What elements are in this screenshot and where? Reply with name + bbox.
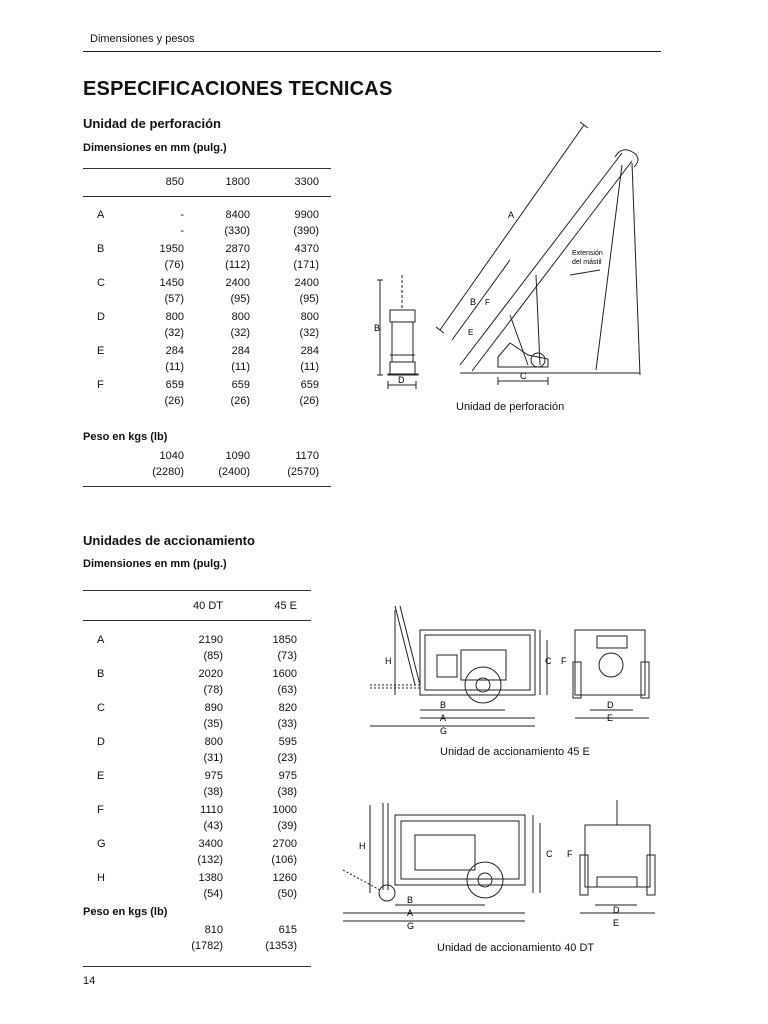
row-letter: E	[97, 345, 105, 357]
cell-inch: (132)	[197, 854, 223, 866]
cell-inch: (11)	[231, 361, 250, 373]
row-letter: D	[97, 311, 105, 323]
row-letter: H	[97, 872, 105, 884]
cell-mm: 1000	[272, 804, 297, 816]
table-cell	[242, 836, 297, 868]
drive45e-label-h: H	[385, 656, 392, 666]
table-cell	[269, 309, 319, 341]
drive40dt-label-h: H	[359, 841, 366, 851]
cell-inch: (390)	[293, 225, 319, 237]
cell-inch: (330)	[224, 225, 250, 237]
cell-inch: (26)	[299, 395, 319, 407]
cell-inch: (31)	[203, 752, 223, 764]
drive-table-rule-bottom	[83, 966, 311, 967]
drill-fig-mast-ext-2: del mástil	[572, 259, 602, 266]
cell-mm: 2400	[225, 277, 250, 289]
cell-inch: (106)	[271, 854, 297, 866]
drive40dt-label-b: B	[407, 895, 414, 905]
table-cell	[200, 377, 250, 409]
drill-table-rule-header	[83, 196, 331, 197]
cell-inch: (171)	[293, 259, 319, 271]
drive40dt-label-g: G	[407, 921, 415, 931]
row-letter: G	[97, 838, 106, 850]
table-cell	[269, 343, 319, 375]
drive40dt-label-c: C	[546, 849, 553, 859]
cell-mm: 1950	[159, 243, 184, 255]
drive40dt-label-e: E	[613, 918, 620, 928]
drive-units-heading: Unidades de accionamiento	[83, 533, 255, 548]
row-letter: C	[97, 702, 105, 714]
cell-inch: -	[180, 225, 184, 237]
drill-table-rule-top	[83, 168, 331, 169]
drive-40dt-drawing	[335, 795, 665, 940]
cell-inch: (73)	[277, 650, 297, 662]
cell-mm: 595	[278, 736, 297, 748]
drill-fig-label-d: D	[398, 375, 405, 385]
table-cell	[168, 870, 223, 902]
row-letter: B	[97, 668, 105, 680]
cell-inch: (33)	[277, 718, 297, 730]
cell-mm: 284	[165, 345, 184, 357]
cell-inch: (54)	[203, 888, 223, 900]
drill-figure-caption: Unidad de perforación	[456, 401, 565, 413]
table-cell	[242, 870, 297, 902]
row-letter: A	[97, 209, 105, 221]
cell-inch: (32)	[230, 327, 250, 339]
cell-inch: (78)	[203, 684, 223, 696]
cell-mm: 800	[300, 311, 319, 323]
drill-fig-label-c: C	[520, 371, 527, 381]
weight-lb: (1782)	[191, 940, 223, 952]
page-title: ESPECIFICACIONES TECNICAS	[83, 78, 393, 100]
weight-cell	[242, 922, 297, 954]
drill-col-3300: 3300	[294, 176, 319, 188]
cell-mm: 890	[204, 702, 223, 714]
drill-fig-label-f: F	[485, 298, 490, 307]
cell-inch: (95)	[299, 293, 319, 305]
weight-kg: 810	[204, 924, 223, 936]
drill-fig-label-a: A	[508, 210, 515, 220]
weight-lb: (2280)	[152, 466, 184, 478]
drill-weight-label: Peso en kgs (lb)	[83, 431, 168, 443]
drive45e-label-e: E	[607, 713, 614, 723]
cell-inch: (85)	[203, 650, 223, 662]
drive45e-label-a: A	[440, 713, 447, 723]
table-cell	[200, 343, 250, 375]
drill-table-rule-bottom	[83, 486, 331, 487]
table-cell	[134, 207, 184, 239]
cell-mm: 1380	[198, 872, 223, 884]
drive-table-rule-header	[83, 620, 311, 621]
weight-lb: (1353)	[265, 940, 297, 952]
drive45e-label-b: B	[440, 700, 447, 710]
table-cell	[168, 632, 223, 664]
table-cell	[200, 207, 250, 239]
row-letter: E	[97, 770, 105, 782]
drill-unit-heading: Unidad de perforación	[83, 116, 221, 131]
cell-mm: 659	[300, 379, 319, 391]
table-cell	[134, 377, 184, 409]
cell-inch: (38)	[203, 786, 223, 798]
weight-cell	[168, 922, 223, 954]
row-letter: A	[97, 634, 105, 646]
table-cell	[200, 275, 250, 307]
cell-inch: (39)	[277, 820, 297, 832]
table-cell	[134, 309, 184, 341]
table-cell	[168, 836, 223, 868]
table-cell	[269, 207, 319, 239]
weight-kg: 1040	[159, 450, 184, 462]
table-cell	[242, 700, 297, 732]
cell-inch: (11)	[300, 361, 319, 373]
cell-mm: 9900	[294, 209, 319, 221]
cell-mm: 2020	[198, 668, 223, 680]
drill-fig-label-b-side: B	[374, 323, 381, 333]
weight-cell	[269, 448, 319, 480]
cell-inch: (95)	[230, 293, 250, 305]
table-cell	[242, 734, 297, 766]
cell-inch: (63)	[277, 684, 297, 696]
cell-inch: (32)	[299, 327, 319, 339]
drill-side-top-block	[390, 310, 415, 322]
drive45e-label-c: C	[545, 656, 552, 666]
table-cell	[269, 275, 319, 307]
header-rule	[83, 51, 661, 52]
drive40dt-label-f: F	[567, 849, 573, 859]
table-cell	[134, 343, 184, 375]
cell-inch: (32)	[164, 327, 184, 339]
drill-fig-label-e: E	[468, 328, 474, 337]
drill-col-1800: 1800	[225, 176, 250, 188]
cell-mm: 1110	[200, 804, 223, 816]
cell-mm: 2190	[198, 634, 223, 646]
cell-mm: 3400	[198, 838, 223, 850]
cell-inch: (76)	[164, 259, 184, 271]
table-cell	[168, 700, 223, 732]
cell-inch: (23)	[277, 752, 297, 764]
cell-mm: 820	[278, 702, 297, 714]
cell-mm: 800	[204, 736, 223, 748]
table-cell	[269, 241, 319, 273]
drive-col-45e: 45 E	[274, 600, 297, 612]
cell-mm: 1600	[272, 668, 297, 680]
drive-40dt-caption: Unidad de accionamiento 40 DT	[437, 942, 595, 954]
cell-mm: 2870	[225, 243, 250, 255]
cell-inch: (57)	[164, 293, 184, 305]
cell-mm: 1260	[272, 872, 297, 884]
table-cell	[134, 275, 184, 307]
table-cell	[242, 632, 297, 664]
drive-45e-caption: Unidad de accionamiento 45 E	[440, 746, 590, 758]
drive45e-label-f: F	[561, 656, 567, 666]
cell-mm: 1450	[159, 277, 184, 289]
drive-45e-drawing	[365, 600, 665, 740]
weight-kg: 1170	[295, 450, 319, 462]
row-letter: F	[97, 379, 104, 391]
cell-mm: -	[180, 209, 184, 221]
page-number: 14	[83, 975, 96, 987]
drive45e-label-d: D	[607, 700, 614, 710]
cell-inch: (26)	[230, 395, 250, 407]
cell-mm: 975	[278, 770, 297, 782]
cell-mm: 2700	[272, 838, 297, 850]
cell-mm: 284	[300, 345, 319, 357]
table-cell	[200, 309, 250, 341]
cell-mm: 659	[165, 379, 184, 391]
cell-inch: (112)	[225, 259, 250, 271]
cell-mm: 8400	[225, 209, 250, 221]
table-cell	[242, 666, 297, 698]
weight-cell	[134, 448, 184, 480]
weight-cell	[200, 448, 250, 480]
cell-inch: (11)	[165, 361, 184, 373]
weight-kg: 615	[278, 924, 297, 936]
table-cell	[242, 802, 297, 834]
cell-mm: 975	[204, 770, 223, 782]
table-cell	[168, 802, 223, 834]
cell-inch: (50)	[277, 888, 297, 900]
cell-inch: (35)	[203, 718, 223, 730]
drive40dt-label-a: A	[407, 908, 414, 918]
cell-inch: (38)	[277, 786, 297, 798]
drive-weight-label: Peso en kgs (lb)	[83, 906, 168, 918]
weight-lb: (2570)	[287, 466, 319, 478]
cell-mm: 659	[231, 379, 250, 391]
cell-mm: 4370	[294, 243, 319, 255]
drill-col-850: 850	[165, 176, 184, 188]
drill-fig-label-b: B	[470, 297, 477, 307]
table-cell	[134, 241, 184, 273]
row-letter: C	[97, 277, 105, 289]
running-header: Dimensiones y pesos	[90, 33, 195, 45]
cell-mm: 1850	[272, 634, 297, 646]
cell-mm: 800	[231, 311, 250, 323]
drill-fig-mast-ext-1: Extensión	[572, 250, 603, 257]
drive40dt-label-d: D	[613, 905, 620, 915]
row-letter: F	[97, 804, 104, 816]
cell-mm: 284	[231, 345, 250, 357]
weight-kg: 1090	[225, 450, 250, 462]
row-letter: B	[97, 243, 105, 255]
table-cell	[168, 768, 223, 800]
drill-unit-dims-label: Dimensiones en mm (pulg.)	[83, 142, 227, 154]
weight-lb: (2400)	[218, 466, 250, 478]
table-cell	[269, 377, 319, 409]
drill-unit-drawing	[360, 115, 660, 415]
cell-mm: 800	[165, 311, 184, 323]
table-cell	[168, 734, 223, 766]
cell-inch: (43)	[203, 820, 223, 832]
table-cell	[168, 666, 223, 698]
table-cell	[242, 768, 297, 800]
drive-table-rule-top	[83, 590, 311, 591]
cell-inch: (26)	[164, 395, 184, 407]
drive-units-dims-label: Dimensiones en mm (pulg.)	[83, 558, 227, 570]
cell-mm: 2400	[294, 277, 319, 289]
row-letter: D	[97, 736, 105, 748]
drive45e-label-g: G	[440, 726, 448, 736]
table-cell	[200, 241, 250, 273]
drive-col-40dt: 40 DT	[193, 600, 223, 612]
